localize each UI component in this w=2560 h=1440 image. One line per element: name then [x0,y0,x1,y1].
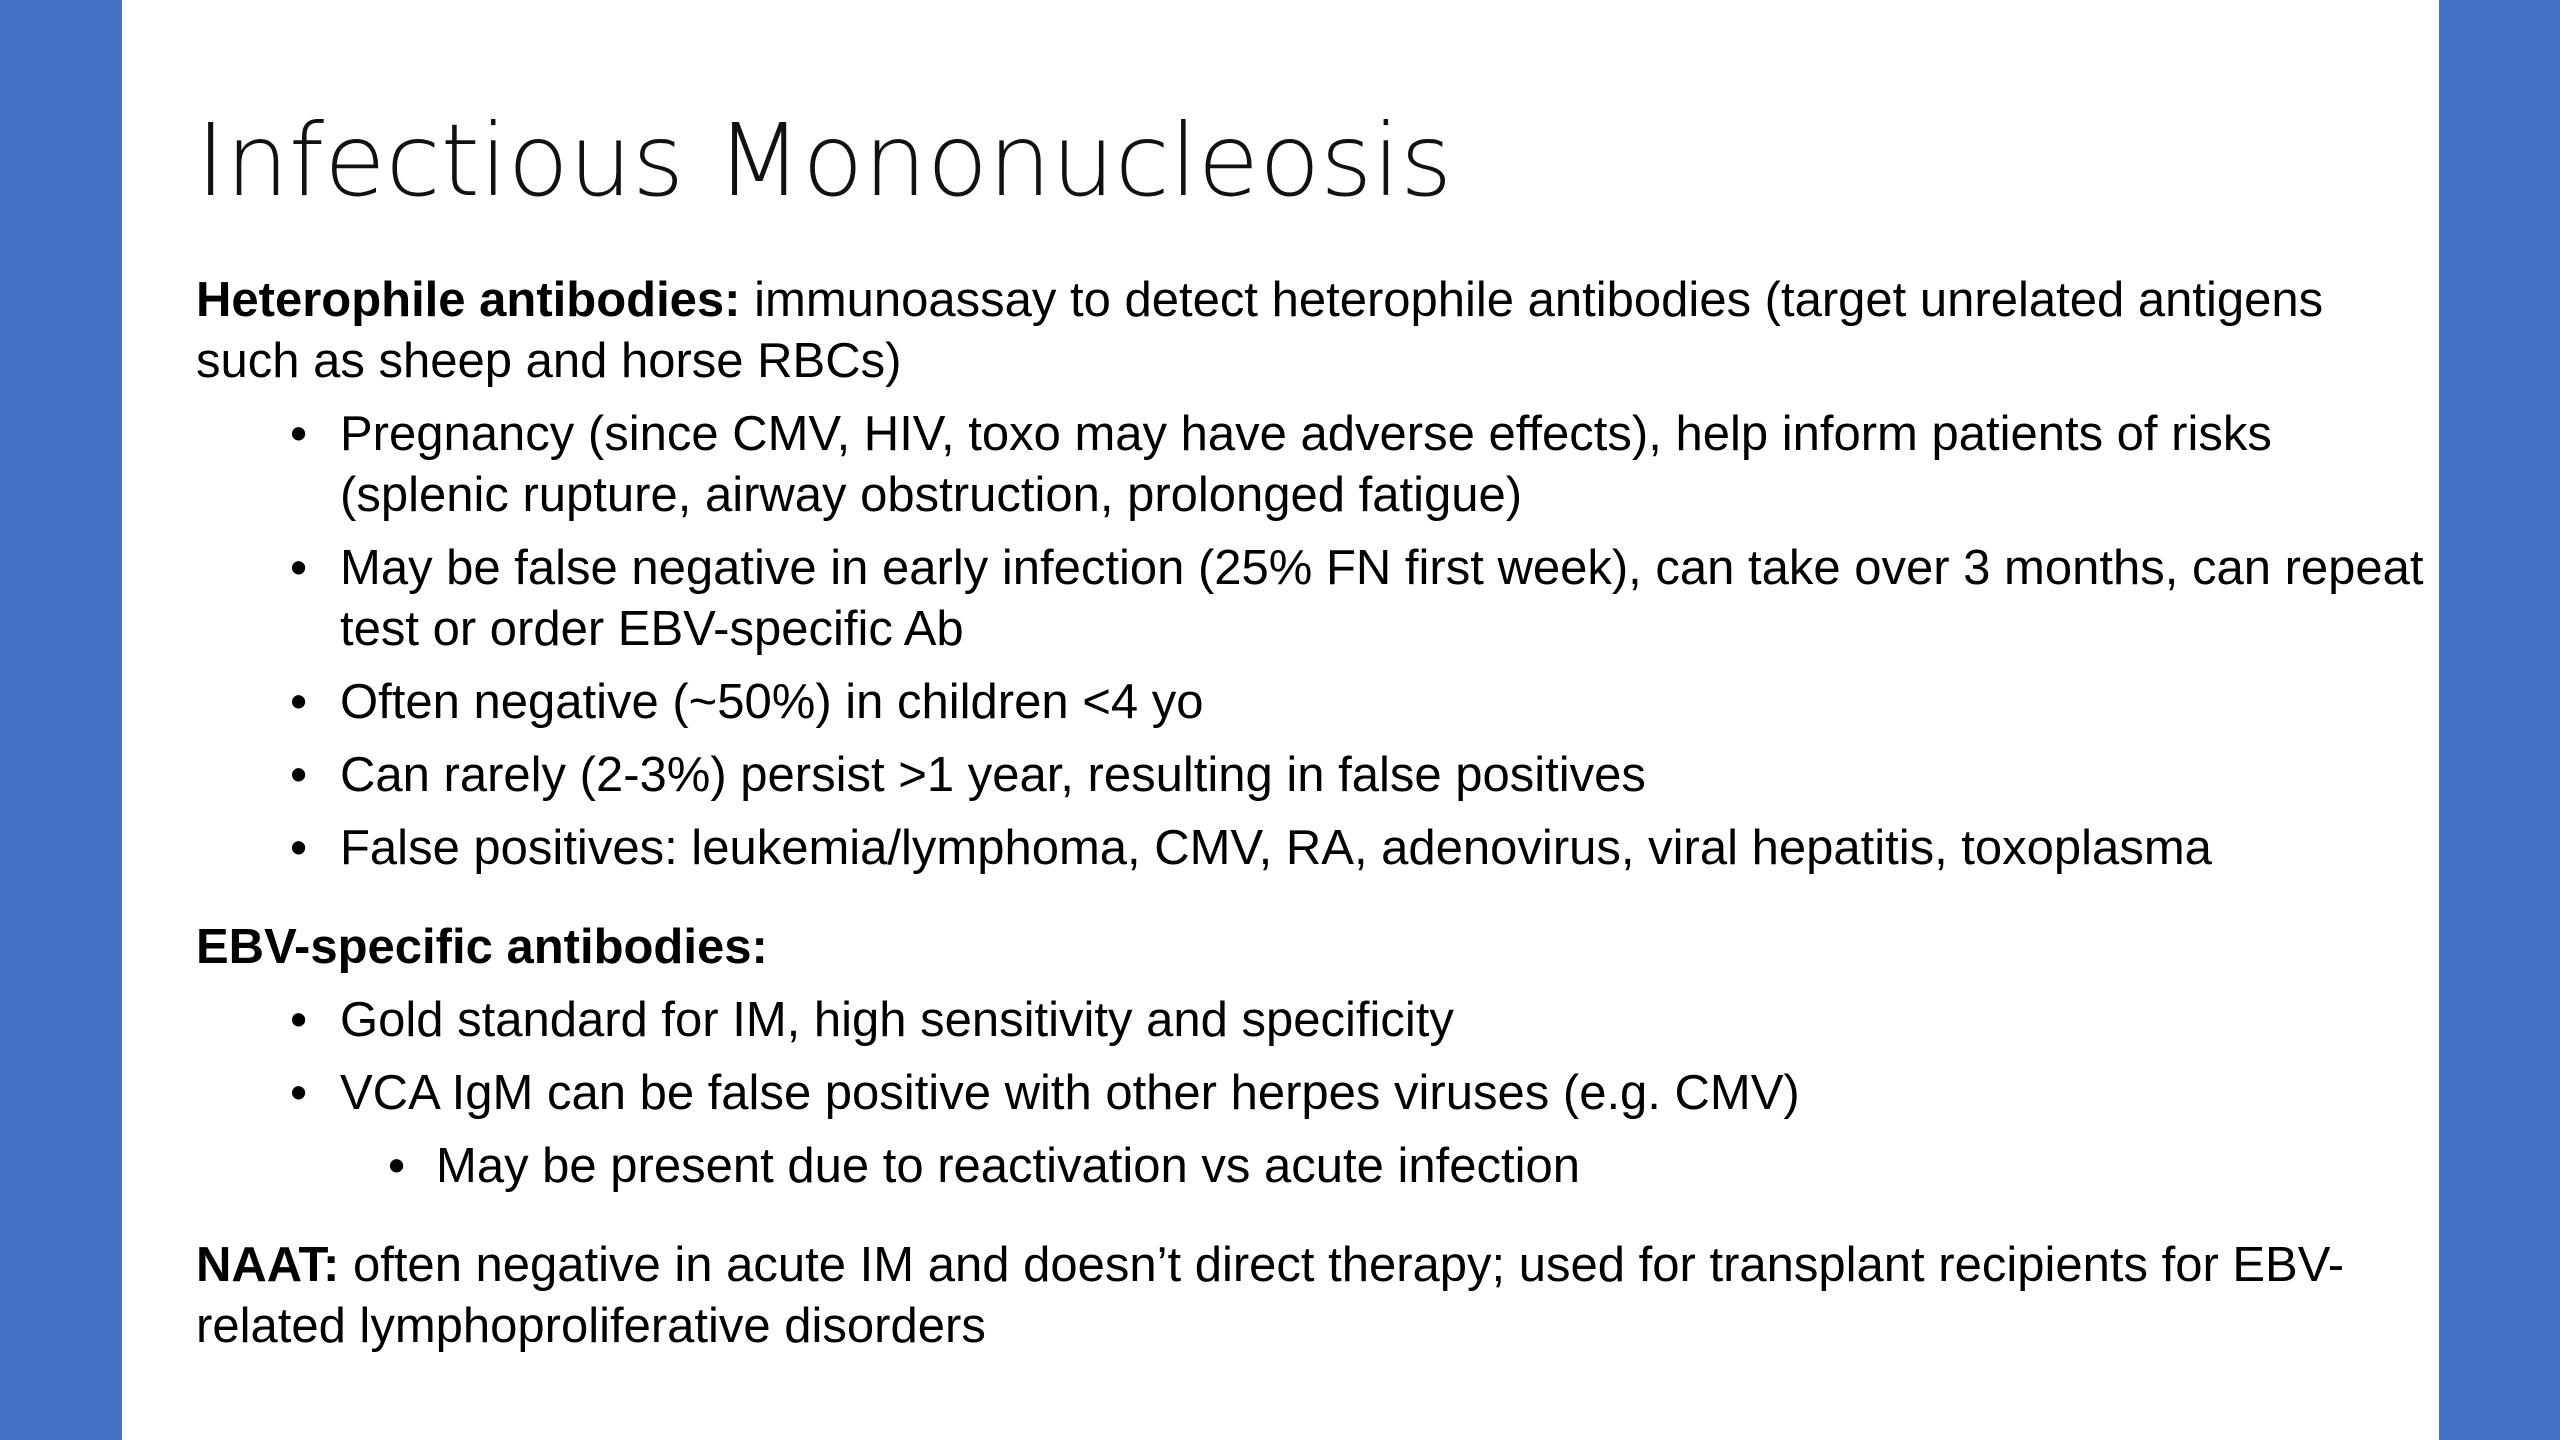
ebv-paragraph [196,917,2416,978]
heterophile-bullet-list [196,404,2440,879]
sub-list-item: • May be present due to reactivation vs acute infection [436,1136,2440,1197]
list-item: • False positives: leukemia/lymphoma, CMV, RA, adenovirus, viral hepatitis, toxoplasma [340,818,2440,879]
slide [122,0,2439,1440]
list-item: • Can rarely (2-3%) persist >1 year, resulting in false positives [340,745,2440,806]
ebv-bullet-list [196,990,2440,1197]
ebv-heading: EBV-specific antibodies: [196,920,768,974]
heterophile-paragraph [196,270,2416,392]
list-item: • May be false negative in early infection (25% FN first week), can take over 3 months, can repeat test or order EBV-specific Ab [340,538,2440,660]
list-item-text: VCA IgM can be false positive with other herpes viruses (e.g. CMV) [340,1066,1800,1120]
list-item [340,1063,2440,1197]
heterophile-heading: Heterophile antibodies: [196,273,741,327]
slide-title: Infectious Mononucleosis [196,102,1453,219]
naat-heading: NAAT: [196,1238,340,1292]
list-item: • Often negative (~50%) in children <4 yo [340,672,2440,733]
section-spacer [196,1209,2379,1235]
list-item: • Pregnancy (since CMV, HIV, toxo may have adverse effects), help inform patients of risks (splenic rupture, airway obstruction, prolonged fatigue) [340,404,2440,526]
ebv-sub-bullet-list [340,1136,2440,1197]
naat-paragraph [196,1235,2416,1357]
list-item: • Gold standard for IM, high sensitivity and specificity [340,990,2440,1051]
naat-description: often negative in acute IM and doesn’t direct therapy; used for transplant recipients for EBV-related lymphoproliferative disorders [196,1238,2345,1353]
section-spacer [196,891,2379,917]
heterophile-description: immunoassay to detect heterophile antibodies (target unrelated antigens such as sheep and horse RBCs) [196,273,2324,388]
